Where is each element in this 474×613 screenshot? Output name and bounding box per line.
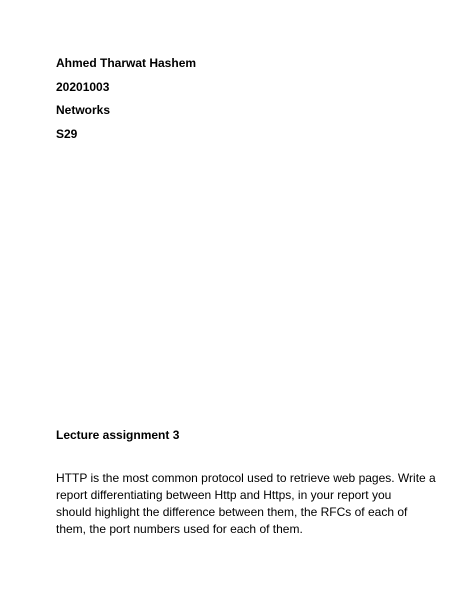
section-code: S29 xyxy=(56,127,78,141)
description-line: HTTP is the most common protocol used to retrieve web pages. Write a xyxy=(56,471,436,485)
description-line: should highlight the difference between them, the RFCs of each of xyxy=(56,505,408,519)
assignment-description xyxy=(56,470,436,538)
course-name: Networks xyxy=(56,103,111,117)
student-id: 20201003 xyxy=(56,80,110,94)
student-name: Ahmed Tharwat Hashem xyxy=(56,56,197,70)
description-line: them, the port numbers used for each of them. xyxy=(56,522,303,536)
assignment-title: Lecture assignment 3 xyxy=(56,428,180,442)
description-line: report differentiating between Http and Https, in your report you xyxy=(56,488,392,502)
